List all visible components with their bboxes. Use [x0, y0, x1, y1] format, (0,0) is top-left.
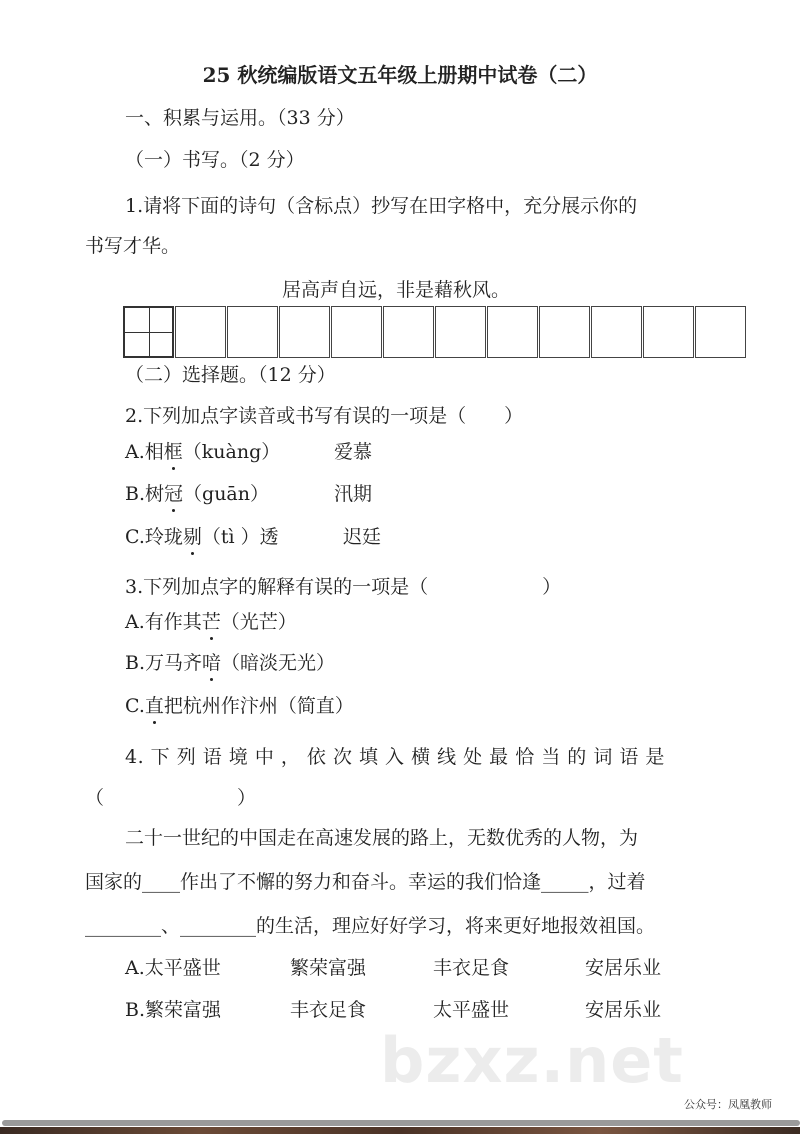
option-word: 汛期	[334, 483, 373, 505]
section-heading: 一、积累与运用。（33 分）	[125, 107, 355, 129]
grid-cell	[591, 306, 642, 358]
option-text: （guān）	[183, 483, 269, 505]
option-word: 繁荣富强	[290, 957, 367, 979]
poem-line: 居高声自远，非是藉秋风。	[282, 279, 511, 301]
subsection-heading: （一）书写。（2 分）	[125, 149, 305, 171]
option-word: 丰衣足食	[433, 957, 510, 979]
option-word: 丰衣足食	[290, 999, 367, 1021]
option-a	[125, 440, 280, 464]
watermark: bzxz.net	[380, 1024, 684, 1097]
option-text: （光芒）	[220, 611, 297, 633]
passage-line: 国家的____作出了不懈的努力和奋斗。幸运的我们恰逢_____，过着	[85, 871, 646, 893]
option-a: A.太平盛世	[125, 957, 221, 979]
question-1-line: 1.请将下面的诗句（含标点）抄写在田字格中，充分展示你的	[125, 195, 638, 217]
grid-cell	[175, 306, 226, 358]
question-3-stem: 3.下列加点字的解释有误的一项是（ ）	[125, 576, 562, 598]
horizontal-scrollbar[interactable]	[2, 1120, 800, 1126]
passage-line: ________、________的生活，理应好好学习，将来更好地报效祖国。	[85, 915, 656, 937]
question-2-stem: 2.下列加点字读音或书写有误的一项是（ ）	[125, 405, 524, 427]
answer-paren: （ ）	[85, 787, 257, 809]
option-text: C.玲珑	[125, 526, 183, 548]
question-4-stem: 4. 下 列 语 境 中 ， 依 次 填 入 横 线 处 最 恰 当 的 词 语 是	[125, 746, 665, 768]
writing-grid	[123, 306, 747, 358]
option-word: 安居乐业	[585, 999, 662, 1021]
option-text: 把杭州作汴州（简直）	[163, 695, 354, 717]
option-b: B.繁荣富强	[125, 999, 222, 1021]
grid-cell	[383, 306, 434, 358]
grid-cell	[435, 306, 486, 358]
option-a	[125, 610, 297, 634]
option-b	[125, 651, 335, 675]
dotted-char: 冠	[164, 483, 184, 505]
dotted-char: 框	[163, 441, 183, 463]
grid-cell	[279, 306, 330, 358]
option-word: 爱慕	[334, 441, 373, 463]
dotted-char: 芒	[201, 611, 221, 633]
question-1-line: 书写才华。	[85, 235, 181, 257]
option-word: 安居乐业	[585, 957, 662, 979]
dotted-char: 直	[144, 695, 164, 717]
option-text: A.有作其	[125, 611, 202, 633]
option-text: （kuàng）	[182, 441, 281, 463]
option-text: （暗淡无光）	[221, 652, 336, 674]
option-text: C.	[125, 695, 145, 717]
page-title: 25 秋统编版语文五年级上册期中试卷（二）	[202, 63, 598, 87]
option-c	[125, 694, 354, 718]
background-strip	[0, 1127, 800, 1134]
grid-cell	[227, 306, 278, 358]
passage-line: 二十一世纪的中国走在高速发展的路上，无数优秀的人物，为	[125, 827, 639, 849]
grid-cell	[331, 306, 382, 358]
grid-cell	[539, 306, 590, 358]
option-text: B.万马齐	[125, 652, 203, 674]
option-c	[125, 525, 279, 549]
option-word: 迟廷	[343, 526, 382, 548]
dotted-char: 剔	[182, 526, 202, 548]
grid-cell	[643, 306, 694, 358]
option-text: （tì ）透	[201, 526, 279, 548]
grid-cell	[487, 306, 538, 358]
subsection-heading: （二）选择题。（12 分）	[125, 364, 336, 386]
option-b	[125, 482, 269, 506]
grid-cell	[695, 306, 746, 358]
footer-credit: 公众号：凤凰教师	[684, 1098, 772, 1111]
option-text: A.相	[125, 441, 164, 463]
grid-cell	[123, 306, 174, 358]
dotted-char: 喑	[202, 652, 222, 674]
option-word: 太平盛世	[433, 999, 510, 1021]
option-text: B.树	[125, 483, 165, 505]
